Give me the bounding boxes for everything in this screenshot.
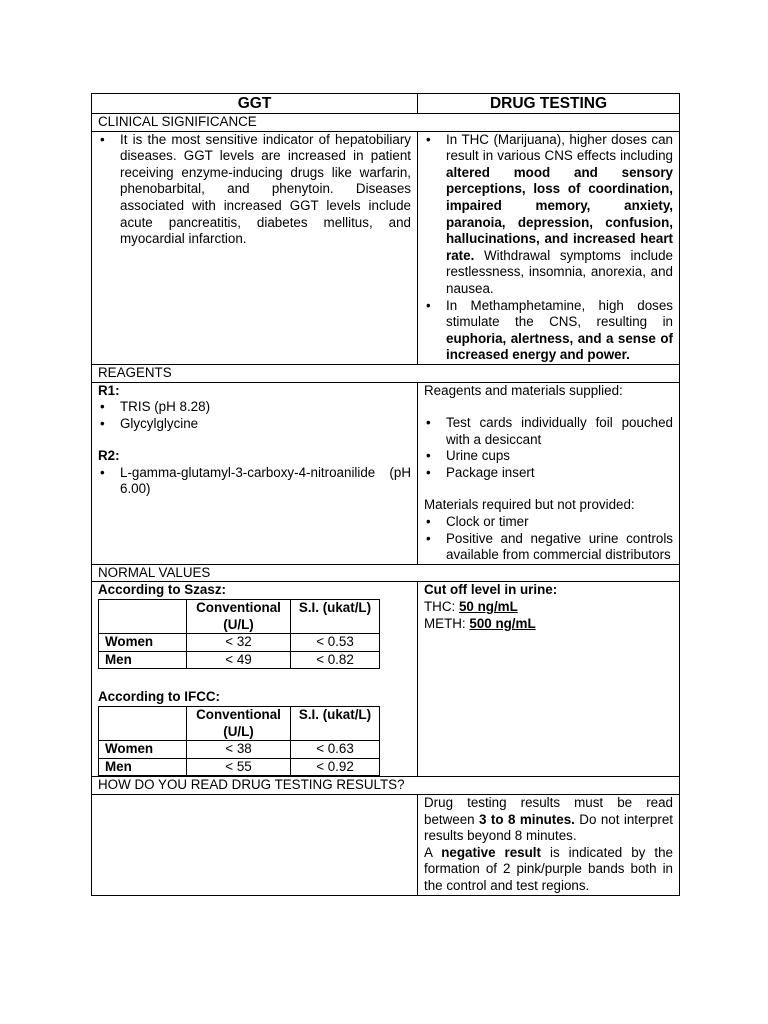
si-value: < 0.53: [291, 634, 380, 652]
conventional-value: < 55: [187, 758, 291, 776]
row-label: Women: [99, 741, 187, 759]
szasz-col-si: S.I. (ukat/L): [291, 600, 380, 634]
szasz-blank-header: [99, 600, 187, 634]
header-row: [92, 94, 680, 114]
reagents-row: [92, 382, 680, 564]
section-row-normal: [92, 564, 680, 582]
read-text: A: [424, 844, 442, 860]
table-row: [99, 634, 380, 652]
row-label: Men: [99, 758, 187, 776]
read-text: Do not interpret results beyond 8 minutes.: [424, 811, 673, 844]
r1-item: • TRIS (pH 8.28): [98, 399, 411, 416]
clinical-meth-item: [424, 298, 673, 364]
section-title-reagents: REAGENTS: [92, 364, 680, 382]
cutoff-meth: [424, 616, 673, 633]
ggt-header: GGT: [92, 94, 418, 114]
r2-item: • L-gamma-glutamyl-3-carboxy-4-nitroanilide (pH 6.00): [98, 465, 411, 498]
supplied-item: • Package insert: [424, 465, 673, 482]
supplied-item: • Urine cups: [424, 448, 673, 465]
clinical-ggt-text: • It is the most sensitive indicator of hepatobiliary diseases. GGT levels are increased in patient receiving enzyme-inducing drugs like warfarin, phenobarbital, and phenytoin. Diseases associated with increased GGT levels include acute pancreatitis, diabetes mellitus, and myocardial infarction.: [98, 132, 411, 248]
section-row-read: [92, 777, 680, 795]
conventional-value: < 32: [187, 634, 291, 652]
row-label: Men: [99, 651, 187, 669]
required-item: • Clock or timer: [424, 514, 673, 531]
clinical-row: [92, 131, 680, 364]
si-value: < 0.92: [291, 758, 380, 776]
supplied-title: Reagents and materials supplied:: [424, 382, 623, 398]
meth-effects-bold: euphoria, alertness, and a sense of increased energy and power.: [446, 330, 673, 363]
cutoff-thc: [424, 599, 673, 616]
table-row: [99, 741, 380, 759]
read-ggt-cell: [92, 794, 418, 895]
table-row: [99, 758, 380, 776]
required-title: Materials required but not provided:: [424, 497, 635, 513]
clinical-thc-item: [424, 132, 673, 298]
read-paragraph-2: [424, 845, 673, 895]
meth-label: METH:: [424, 615, 470, 631]
normal-drug-cell: [418, 582, 680, 777]
szasz-table: [98, 599, 380, 669]
table-row: [99, 651, 380, 669]
normal-row: [92, 582, 680, 777]
meth-text: In Methamphetamine, high doses stimulate the CNS, resulting in: [446, 297, 673, 330]
conventional-value: < 49: [187, 651, 291, 669]
read-text: is indicated by the formation of 2 pink/purple bands both in the control and test regions.: [424, 844, 673, 893]
comparison-table: [91, 93, 680, 896]
ifcc-col-conventional: Conventional (U/L): [187, 707, 291, 741]
negative-result-bold: negative result: [441, 844, 541, 860]
read-row: [92, 794, 680, 895]
thc-cutoff-value: 50 ng/mL: [458, 599, 518, 615]
row-label: Women: [99, 634, 187, 652]
required-item: • Positive and negative urine controls available from commercial distributors: [424, 531, 673, 564]
reagents-drug-cell: [418, 382, 680, 564]
thc-label: THC:: [424, 599, 459, 615]
read-paragraph-1: [424, 795, 673, 845]
section-row-clinical: [92, 114, 680, 132]
szasz-title: According to Szasz:: [98, 582, 226, 598]
cutoff-title: Cut off level in urine:: [424, 582, 558, 598]
ifcc-col-si: S.I. (ukat/L): [291, 707, 380, 741]
read-drug-cell: [418, 794, 680, 895]
si-value: < 0.63: [291, 741, 380, 759]
section-title-read: HOW DO YOU READ DRUG TESTING RESULTS?: [92, 777, 680, 795]
ifcc-title: According to IFCC:: [98, 689, 220, 705]
thc-effects-bold: altered mood and sensory perceptions, loss of coordination, impaired memory, anxiety, paranoia, depression, confusion, hallucinations, and increased heart rate.: [446, 164, 673, 263]
thc-text: In THC (Marijuana), higher doses can result in various CNS effects including: [446, 131, 673, 164]
ifcc-table: [98, 706, 380, 776]
thc-withdrawal-text: Withdrawal symptoms include restlessness, insomnia, anorexia, and nausea.: [446, 247, 673, 296]
supplied-item: • Test cards individually foil pouched with a desiccant: [424, 415, 673, 448]
section-title-clinical: CLINICAL SIGNIFICANCE: [92, 114, 680, 132]
drug-testing-header: DRUG TESTING: [418, 94, 680, 114]
r1-label: R1:: [98, 382, 120, 398]
reagents-ggt-cell: [92, 382, 418, 564]
r2-label: R2:: [98, 448, 120, 464]
normal-ggt-cell: [92, 582, 418, 777]
si-value: < 0.82: [291, 651, 380, 669]
read-text: Drug testing results must be read between: [424, 794, 673, 827]
section-row-reagents: [92, 364, 680, 382]
clinical-ggt-cell: [92, 131, 418, 364]
r1-item: • Glycylglycine: [98, 416, 411, 433]
ifcc-blank-header: [99, 707, 187, 741]
clinical-drug-cell: [418, 131, 680, 364]
szasz-col-conventional: Conventional (U/L): [187, 600, 291, 634]
conventional-value: < 38: [187, 741, 291, 759]
section-title-normal: NORMAL VALUES: [92, 564, 680, 582]
meth-cutoff-value: 500 ng/mL: [469, 615, 536, 631]
read-time-bold: 3 to 8 minutes.: [479, 811, 575, 827]
